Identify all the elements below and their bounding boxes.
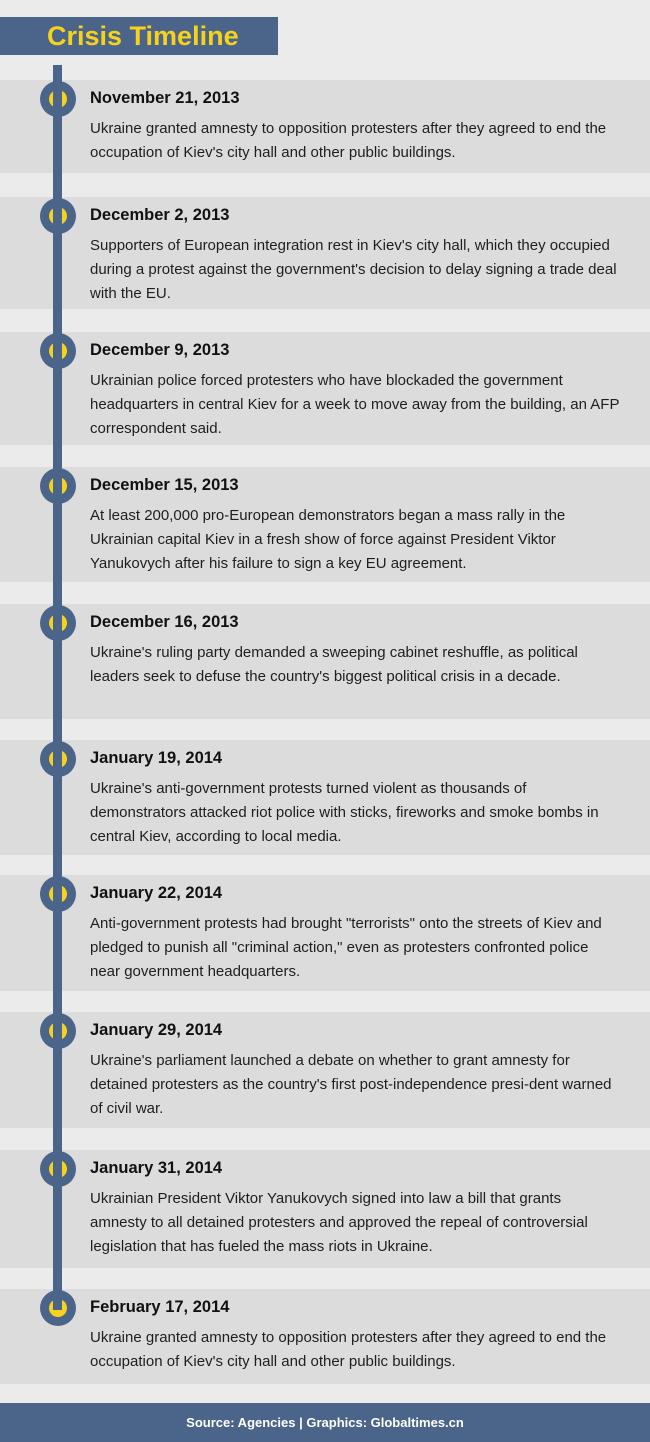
entry-text: Ukraine granted amnesty to opposition protesters after they agreed to end the occupation of Kiev's city hall and other public buildings. xyxy=(90,120,607,161)
entry-text: Supporters of European integration rest in Kiev's city hall, which they occupied during a protest against the government's decision to delay signing a trade deal with the EU. xyxy=(90,237,617,302)
entry-text: Ukraine's ruling party demanded a sweeping cabinet reshuffle, as political leaders seek to defuse the country's biggest political crisis in a decade. xyxy=(90,644,578,685)
entry-text: Ukrainian police forced protesters who have blockaded the government headquarters in central Kiev for a week to move away from the building, an AFP correspondent said. xyxy=(90,372,620,437)
timeline-entry xyxy=(0,1012,650,1128)
timeline-entry xyxy=(0,1289,650,1384)
timeline-line xyxy=(53,65,62,1310)
source-footer xyxy=(0,1403,650,1442)
entry-date: January 29, 2014 xyxy=(90,1021,223,1039)
entry-text: Anti-government protests had brought "terrorists" onto the streets of Kiev and pledged to punish all "criminal action," even as protesters confronted police near government headquarters. xyxy=(90,915,602,980)
timeline-entry xyxy=(0,467,650,582)
entry-text: Ukraine's parliament launched a debate on whether to grant amnesty for detained protesters as the country's first post-independence presi-dent warned of civil war. xyxy=(90,1052,612,1117)
timeline-entry xyxy=(0,332,650,445)
entry-text: Ukraine granted amnesty to opposition protesters after they agreed to end the occupation of Kiev's city hall and other public buildings. xyxy=(90,1329,607,1370)
entry-date: February 17, 2014 xyxy=(90,1298,230,1316)
entry-date: December 16, 2013 xyxy=(90,613,239,631)
entry-date: January 22, 2014 xyxy=(90,884,223,902)
entry-date: January 31, 2014 xyxy=(90,1159,223,1177)
timeline-entry xyxy=(0,1150,650,1268)
entry-text: At least 200,000 pro-European demonstrators began a mass rally in the Ukrainian capital Kiev in a fresh show of force against President Viktor Yanukovych after his failure to sign a key EU agreement. xyxy=(90,507,566,572)
entry-text: Ukrainian President Viktor Yanukovych signed into law a bill that grants amnesty to all detained protesters and approved the repeal of controversial legislation that has fueled the mass riots in Ukraine. xyxy=(90,1190,588,1255)
timeline-entry xyxy=(0,740,650,855)
source-credit: Source: Agencies | Graphics: Globaltimes.cn xyxy=(186,1415,464,1430)
entry-date: December 9, 2013 xyxy=(90,341,230,359)
entry-date: December 2, 2013 xyxy=(90,206,230,224)
timeline-entry xyxy=(0,80,650,173)
entry-date: January 19, 2014 xyxy=(90,749,223,767)
header-bar xyxy=(0,17,278,55)
timeline-entry xyxy=(0,875,650,991)
entry-date: December 15, 2013 xyxy=(90,476,239,494)
entry-text: Ukraine's anti-government protests turned violent as thousands of demonstrators attacked riot police with sticks, fireworks and smoke bombs in central Kiev, according to local media. xyxy=(90,780,599,845)
timeline-entry xyxy=(0,604,650,719)
page-title: Crisis Timeline xyxy=(47,21,239,51)
entry-date: November 21, 2013 xyxy=(90,89,240,107)
timeline-entry xyxy=(0,197,650,309)
